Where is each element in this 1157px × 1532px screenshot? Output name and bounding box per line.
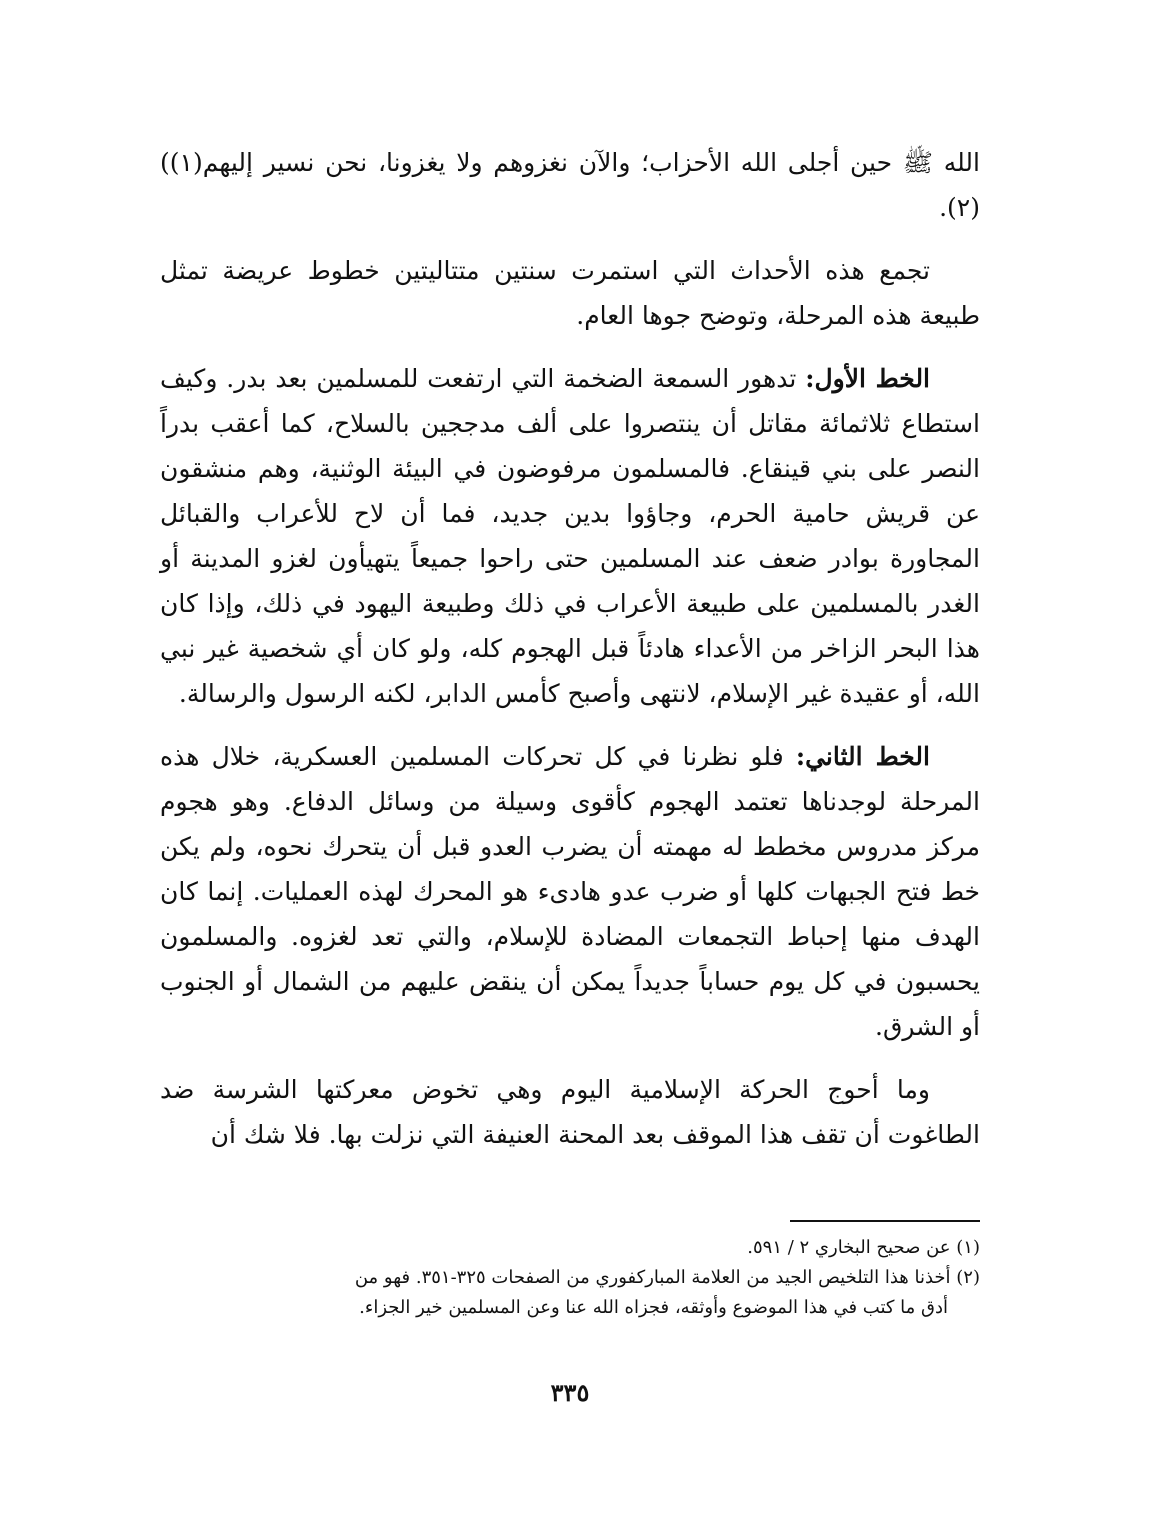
footnotes xyxy=(160,1233,980,1323)
paragraph-text: وما أحوج الحركة الإسلامية اليوم وهي تخوض معركتها الشرسة ضد الطاغوت أن تقف هذا الموقف بعد المحنة العنيفة التي نزلت بها. فلا شك أن xyxy=(160,1075,980,1149)
footnote-1: (١) عن صحيح البخاري ٢ / ٥٩١. xyxy=(747,1237,980,1258)
footnote-divider xyxy=(790,1220,980,1222)
paragraph-text: تدهور السمعة الضخمة التي ارتفعت للمسلمين بعد بدر. وكيف استطاع ثلاثمائة مقاتل أن ينتصروا على ألف مدججين بالسلاح، كما أعقب بدراً النصر على بني قينقاع. فالمسلمون مرفوضون في البيئة الوثنية، وهم منشقون عن قريش حامية الحرم، وجاؤوا بدين جديد، فما أن لاح للأعراب والقبائل المجاورة بوادر ضعف عند المسلمين حتى راحوا جميعاً يتهيأون لغزو المدينة أو الغدر بالمسلمين على طبيعة الأعراب في ذلك وطبيعة اليهود في ذلك، وإذا كان هذا البحر الزاخر من الأعداء هادئاً قبل الهجوم كله، ولو كان أي شخصية غير نبي الله، أو عقيدة غير الإسلام، لانتهى وأصبح كأمس الدابر، لكنه الرسول والرسالة. xyxy=(160,364,980,708)
paragraph-text: الله ﷺ حين أجلى الله الأحزاب؛ والآن نغزوهم ولا يغزونا، نحن نسير إليهم(١))(٢). xyxy=(160,148,980,222)
paragraph-summary xyxy=(160,248,980,338)
paragraph-heading: الخط الثاني: xyxy=(795,742,930,771)
footnote-2: (٢) أخذنا هذا التلخيص الجيد من العلامة المباركفوري من الصفحات ٣٢٥-٣٥١. فهو من xyxy=(354,1267,980,1288)
paragraph-first-line xyxy=(160,356,980,716)
footnote-2-continuation: أدق ما كتب في هذا الموضوع وأوثقه، فجزاه الله عنا وعن المسلمين خير الجزاء. xyxy=(359,1297,948,1318)
paragraph-second-line xyxy=(160,734,980,1049)
paragraph-islamic-movement xyxy=(160,1067,980,1157)
paragraph-hadith-ending xyxy=(160,140,980,230)
paragraph-text: تجمع هذه الأحداث التي استمرت سنتين متتاليتين خطوط عريضة تمثل طبيعة هذه المرحلة، وتوضح جوها العام. xyxy=(160,256,980,330)
paragraph-heading: الخط الأول: xyxy=(805,364,931,393)
paragraph-text: فلو نظرنا في كل تحركات المسلمين العسكرية، خلال هذه المرحلة لوجدناها تعتمد الهجوم كأقوى وسيلة من وسائل الدفاع. وهو هجوم مركز مدروس مخطط له مهمته أن يضرب العدو قبل أن يتحرك نحوه، ولم يكن خط فتح الجبهات كلها أو ضرب عدو هادىء هو المحرك لهذه العمليات. إنما كان الهدف منها إحباط التجمعات المضادة للإسلام، والتي تعد لغزوه. والمسلمون يحسبون في كل يوم حساباً جديداً يمكن أن ينقض عليهم من الشمال أو الجنوب أو الشرق. xyxy=(160,742,980,1041)
page-number: ٣٣٥ xyxy=(550,1378,590,1407)
book-page xyxy=(160,140,980,1420)
